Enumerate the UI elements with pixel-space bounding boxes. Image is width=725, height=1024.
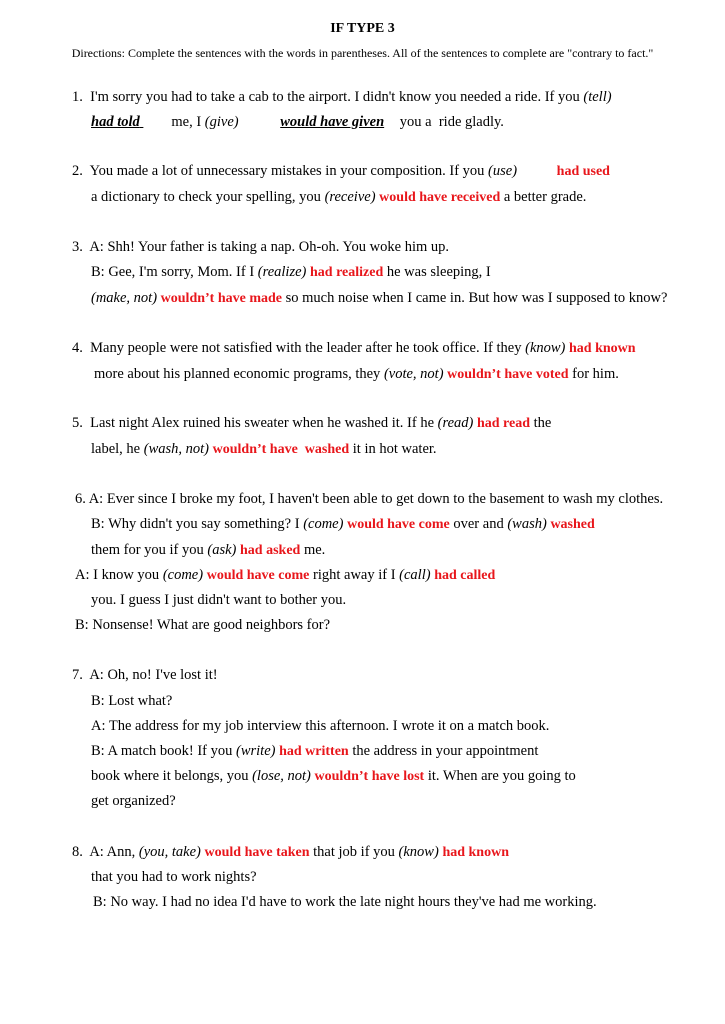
sentence-text: me, I [171, 114, 202, 130]
answer-text: had called [434, 568, 496, 583]
item-3-line-1 [72, 238, 449, 256]
dialogue-text: A: I know you [75, 567, 160, 583]
answer-text: had known [442, 845, 509, 860]
verb-hint: (ask) [207, 542, 237, 558]
verb-hint: (receive) [324, 189, 376, 205]
sentence-text: Last night Alex ruined his sweater when he washed it. If he [90, 415, 435, 431]
dialogue-text: so much noise when I came in. But how was I supposed to know? [285, 290, 668, 306]
verb-hint: (wash, not) [143, 441, 209, 457]
dialogue-text: B: No way. I had no idea I'd have to work the late night hours they've had me working. [93, 894, 597, 910]
item-6-line-6 [75, 616, 330, 634]
dialogue-text: me. [303, 542, 326, 558]
directions-text: Directions: Complete the sentences with the words in parentheses. All of the sentences to complete are "contrary to fact." [71, 46, 654, 60]
verb-hint: (come) [303, 516, 344, 532]
item-5-line-2 [91, 440, 437, 459]
verb-hint: (realize) [257, 264, 307, 280]
item-number: 2. [72, 163, 83, 179]
dialogue-text: B: Why didn't you say something? I [91, 516, 300, 532]
item-3-line-2 [91, 263, 491, 282]
model-answer: had told [91, 114, 140, 130]
item-number: 4. [72, 340, 83, 356]
model-answer: would have given [280, 114, 385, 130]
item-2-line-2 [91, 188, 586, 207]
verb-hint: (call) [399, 567, 431, 583]
dialogue-text: B: Nonsense! What are good neighbors for? [75, 617, 331, 633]
answer-text: wouldn’t have lost [314, 769, 425, 784]
item-number: 1. [72, 89, 83, 105]
verb-hint: (tell) [583, 89, 612, 105]
item-number: 8. [72, 844, 83, 860]
item-6-line-4 [75, 566, 495, 585]
dialogue-text: right away if I [313, 567, 396, 583]
answer-text: wouldn’t have made [160, 291, 283, 306]
answer-blank [140, 113, 168, 131]
item-7-line-1 [72, 666, 218, 684]
answer-text: had known [569, 341, 636, 356]
sentence-text: You made a lot of unnecessary mistakes in your composition. If you [89, 163, 485, 179]
answer-text: would have received [379, 190, 501, 205]
dialogue-text: B: A match book! If you [91, 743, 233, 759]
dialogue-text: the address in your appointment [352, 743, 539, 759]
answer-text: had asked [240, 543, 301, 558]
item-8-line-2 [91, 868, 257, 886]
item-number: 7. [72, 667, 83, 683]
answer-text: had realized [310, 265, 384, 280]
item-8-line-1 [72, 843, 509, 862]
answer-text: would have come [347, 517, 450, 532]
dialogue-text: it. When are you going to [427, 768, 576, 784]
answer-text: washed [550, 517, 595, 532]
verb-hint: (lose, not) [252, 768, 311, 784]
verb-hint: (come) [162, 567, 204, 583]
dialogue-text: you. I guess I just didn't want to bother you. [91, 592, 347, 608]
item-4-line-1 [72, 339, 636, 358]
dialogue-text: B: Lost what? [91, 693, 173, 709]
verb-hint: (read) [437, 415, 474, 431]
item-6-line-2 [91, 515, 595, 534]
item-6-line-1 [75, 490, 663, 508]
sentence-text: a dictionary to check your spelling, you [91, 189, 321, 205]
answer-text: would have taken [204, 845, 310, 860]
item-3-line-3 [91, 289, 667, 308]
item-6-line-3 [91, 541, 325, 560]
answer-text: wouldn’t have washed [212, 442, 350, 457]
verb-hint: (know) [525, 340, 566, 356]
sentence-text: for him. [572, 366, 619, 382]
item-number: 5. [72, 415, 83, 431]
item-6-line-5 [91, 591, 346, 609]
verb-hint: (know) [398, 844, 439, 860]
dialogue-text: he was sleeping, I [386, 264, 491, 280]
sentence-text: I'm sorry you had to take a cab to the airport. I didn't know you needed a ride. If you [90, 89, 580, 105]
item-7-line-4 [91, 742, 538, 761]
sentence-text: a better grade. [503, 189, 587, 205]
dialogue-text: them for you if you [91, 542, 204, 558]
item-8-line-3 [93, 893, 597, 911]
sentence-text: the [533, 415, 552, 431]
sentence-text: more about his planned economic programs, they [94, 366, 381, 382]
item-1-line-1 [72, 88, 612, 106]
dialogue-text: that job if you [313, 844, 395, 860]
dialogue-text: book where it belongs, you [91, 768, 249, 784]
item-number: 3. [72, 239, 83, 255]
answer-text: had written [279, 744, 349, 759]
item-4-line-2 [94, 365, 619, 384]
item-7-line-5 [91, 767, 576, 786]
dialogue-text: B: Gee, I'm sorry, Mom. If I [91, 264, 255, 280]
sentence-text: you a ride gladly. [399, 114, 504, 130]
item-1-line-2 [91, 113, 504, 131]
item-7-line-6 [91, 792, 176, 810]
dialogue-text: A: Oh, no! I've lost it! [89, 667, 218, 683]
sentence-text: label, he [91, 441, 141, 457]
verb-hint: (make, not) [91, 290, 158, 306]
verb-hint: (vote, not) [383, 366, 444, 382]
dialogue-text: get organized? [91, 793, 176, 809]
verb-hint: (use) [488, 163, 518, 179]
sentence-text: it in hot water. [352, 441, 437, 457]
answer-text: had used [556, 164, 610, 179]
dialogue-text: 6. A: Ever since I broke my foot, I haven't been able to get down to the basement to wash my clothes. [75, 491, 664, 507]
item-2-line-1 [72, 162, 610, 181]
item-7-line-3 [91, 717, 549, 735]
item-5-line-1 [72, 414, 551, 433]
page-title: IF TYPE 3 [330, 21, 395, 36]
answer-text: had read [476, 416, 531, 431]
dialogue-text: that you had to work nights? [91, 869, 257, 885]
verb-hint: (write) [236, 743, 276, 759]
answer-text: wouldn’t have voted [447, 367, 569, 382]
verb-hint: (give) [204, 114, 239, 130]
sentence-text: Many people were not satisfied with the leader after he took office. If they [90, 340, 522, 356]
dialogue-text: over and [453, 516, 504, 532]
dialogue-text: A: Shh! Your father is taking a nap. Oh-oh. You woke him up. [89, 239, 449, 255]
verb-hint: (wash) [507, 516, 547, 532]
dialogue-text: A: Ann, [89, 844, 136, 860]
dialogue-text: A: The address for my job interview this afternoon. I wrote it on a match book. [91, 718, 550, 734]
verb-hint: (you, take) [138, 844, 201, 860]
item-7-line-2 [91, 692, 172, 710]
answer-text: would have come [206, 568, 310, 583]
